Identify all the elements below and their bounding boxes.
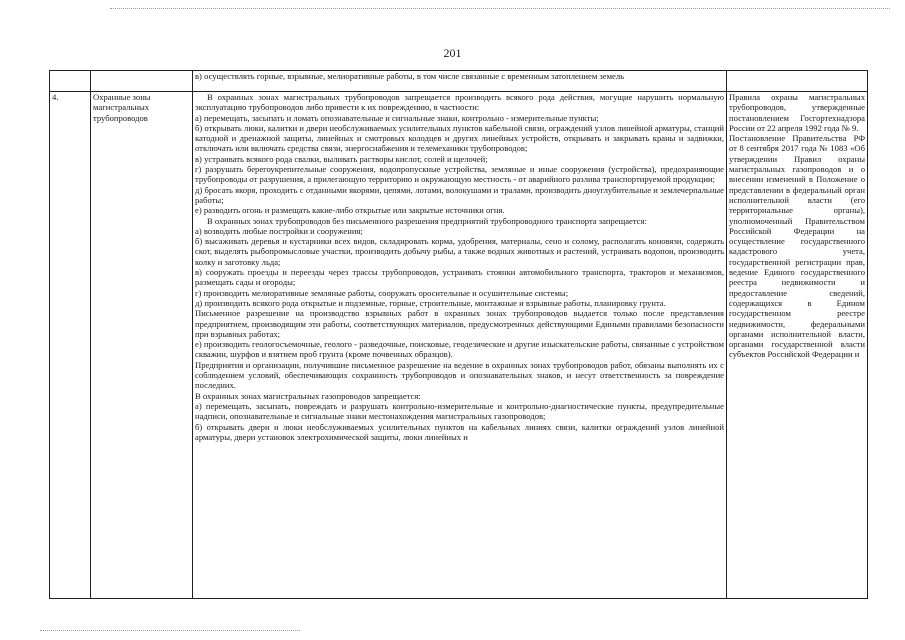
paragraph: д) производить всякого рода открытые и подземные, горные, строительные, монтажные и взрывные работы, планировку грунта. (195, 297, 666, 308)
source-entry: Правила охраны магистральных трубопроводов, утвержденные постановлением Госгортехнадзора России от 22 апреля 1992 года № 9. (729, 92, 865, 133)
page-number: 201 (443, 46, 462, 60)
paragraph: а) возводить любые постройки и сооружения; (195, 225, 363, 236)
regulation-table (49, 70, 868, 599)
paragraph: а) перемещать, засыпать и ломать опознавательные и сигнальные знаки, контрольно - измерительные пункты; (195, 112, 599, 123)
paragraph: б) высаживать деревья и кустарники всех видов, складировать корма, удобрения, материалы, сено и солому, располагать коновязи, содержать скот, выделять рыбопромысловые участки, производить добычу рыбы, а также водных животных и растений, устраивать водопои, производить колку и заготовку льда; (195, 236, 724, 267)
paragraph: а) перемещать, засыпать, повреждать и разрушать контрольно-измерительные и контрольно-диагностические пункты, предупредительные надписи, опознавательные и сигнальные знаки местонахождения магистральных газопроводов; (195, 400, 724, 422)
table-row-continued (50, 71, 868, 92)
source-entry: Постановление Правительства РФ от 8 сентября 2017 года № 1083 «Об утверждении Правил охраны магистральных газопроводов и о внесении изменений в Положение о представлении в федеральный орган исполнительной власти (его территориальные органы), уполномоченный Правительством Российской Федерации на осуществление государственного кадастрового учета, государственной регистрации прав, ведение Единого государственного реестра недвижимости и предоставление сведений, содержащихся в Едином государственном реестре недвижимости, федеральными органами исполнительной власти, органами государственной власти субъектов Российской Федерации и (729, 133, 865, 360)
continued-source-cell (727, 71, 868, 92)
paragraph: б) открывать люки, калитки и двери необслуживаемых усилительных пунктов кабельной связи, ограждений узлов линейной арматуры, станций катодной и дренажной защиты, линейных и смотровых колодцев и других линейных устройств, открывать и закрывать краны и задвижки, отключать или включать средства связи, энергоснабжения и телемеханики трубопроводов; (195, 122, 724, 154)
paragraph: б) открывать двери и люки необслуживаемых усилительных пунктов на кабельных линиях связи, калитки ограждений узлов линейной арматуры, двери установок электрохимической защиты, люки линейных и (195, 421, 724, 442)
paragraph: д) бросать якоря, проходить с отданными якорями, цепями, лотами, волокушами и тралами, производить дноуглубительные и землечерпальные работы; (195, 184, 724, 205)
paragraph: В охранных зонах магистральных трубопроводов запрещается производить всякого рода действия, могущие нарушить нормальную эксплуатацию трубопроводов либо привести к их повреждению, в частности: (195, 92, 724, 113)
continued-number-cell (50, 71, 91, 92)
scan-artifact-top (110, 8, 890, 10)
continued-zone-cell (91, 71, 193, 92)
paragraph: е) производить геологосъемочные, геолого - разведочные, поисковые, геодезические и другие изыскательские работы, связанные с устройством скважин, шурфов и взятием проб грунта (кроме почвенных образцов). (195, 339, 724, 360)
paragraph: в) сооружать проезды и переезды через трассы трубопроводов, устраивать стоянки автомобильного транспорта, тракторов и механизмов, размещать сады и огороды; (195, 267, 724, 288)
continued-text: в) осуществлять горные, взрывные, мелиоративные работы, в том числе связанные с временным затоплением земель (195, 71, 625, 81)
row-number: 4. (50, 92, 91, 599)
paragraph: г) разрушать берегоукрепительные сооружения, водопропускные устройства, земляные и иные сооружения (устройства), предохраняющие трубопроводы от разрушения, а прилегающую территорию и окружающую местность - от аварийного разлива транспортируемой продукции; (195, 164, 724, 185)
paragraph: В охранных зонах магистральных газопроводов запрещается: (195, 390, 421, 401)
zone-name: Охранные зоны магистральных трубопроводов (91, 92, 193, 599)
table-row (50, 92, 868, 599)
continued-text-cell (193, 71, 727, 92)
paragraph: е) разводить огонь и размещать какие-либо открытые или закрытые источники огня. (195, 205, 505, 216)
paragraph: г) производить мелиоративные земляные работы, сооружать оросительные и осушительные системы; (195, 287, 569, 298)
paragraph: в) устраивать всякого рода свалки, выливать растворы кислот, солей и щелочей; (195, 153, 488, 164)
paragraph: Предприятия и организации, получившие письменное разрешение на ведение в охранных зонах трубопроводов работ, обязаны выполнять их с соблюдением условий, обеспечивающих сохранность трубопроводов и опознавательных знаков, и несут ответственность за повреждение последних. (195, 359, 724, 391)
paragraph: Письменное разрешение на производство взрывных работ в охранных зонах трубопроводов выдается только после представления предприятием, производящим эти работы, соответствующих материалов, предусмотренных действующими Едиными правилами безопасности при взрывных работах; (195, 308, 724, 339)
legal-sources (727, 92, 868, 599)
scan-artifact-bottom (40, 630, 300, 632)
restrictions-text (193, 92, 727, 599)
paragraph: В охранных зонах трубопроводов без письменного разрешения предприятий трубопроводного транспорта запрещается: (207, 215, 647, 226)
